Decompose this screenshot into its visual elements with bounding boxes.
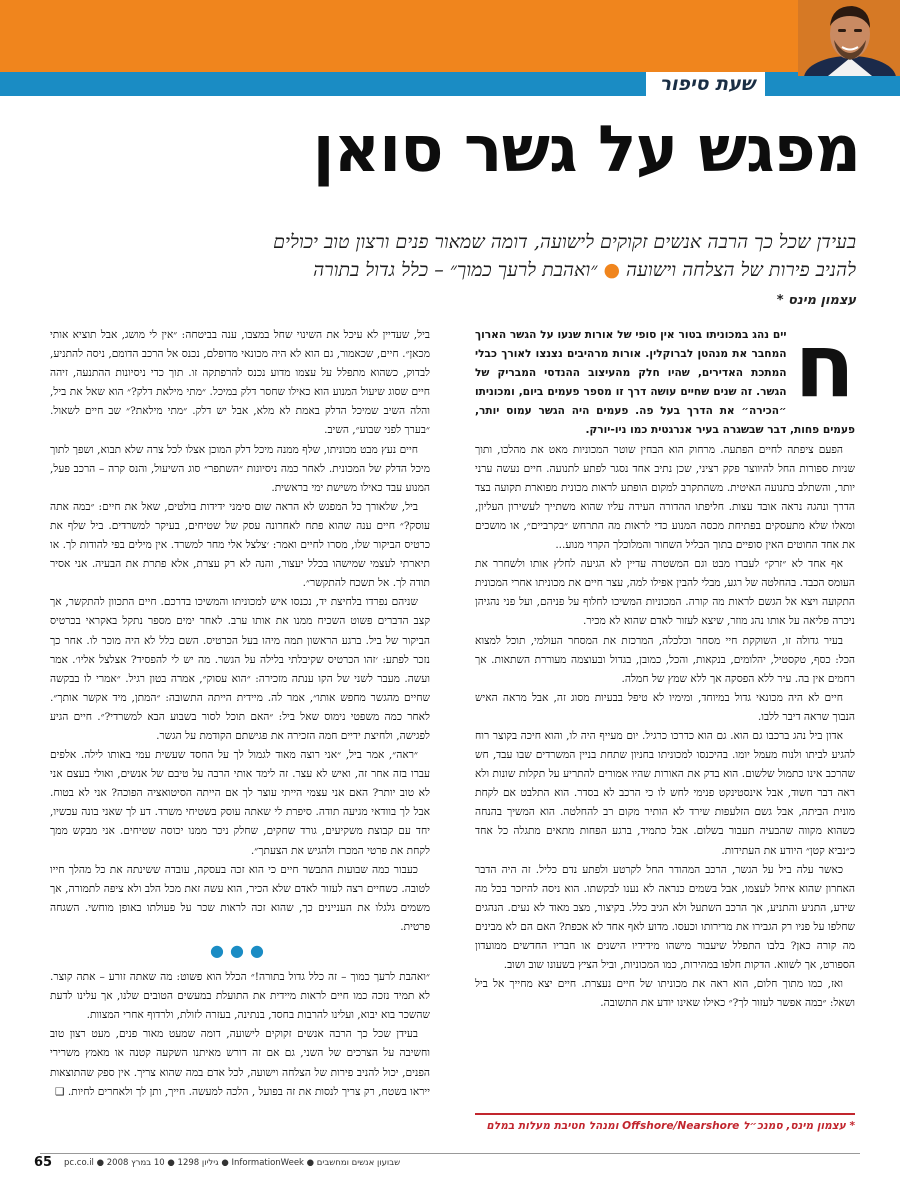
lead-text: יים נהג במכוניתו בטור אין סופי של אורות שנעו על הגשר הארוך המחבר את מנהטן לברוקלין. אורות מרהיבים נצנצו לאורך כבלי המתכת האדירים, שהיו חלק מהעיצוב ההנדסי המבריק של הגשר. זה שנים שחיים עושה דרך זו מספר פעמים ביום, ומכוניתו ״הכירה״ את הדרך בעל פה. פעמים היה הגשר עמוס יותר, פעמים פחות, דבר שבשגרה בעיר אנרגטית כמו ניו-יורק. (475, 329, 855, 437)
body-paragraph: כאשר עלה ביל על הגשר, הרכב המהודר החל לקרטע ולפתע נדם כליל. זה היה הדבר האחרון שהוא איחל לעצמו, אבל בשמים כנראה לא נענו לבקשתו. הוא ניסה להיזכר בכל מה שידע, התניע והתניע, אך הרכב השתעל ולא הגיב כלל. בקיצור, מצב מאוד לא נעים. הנהגים שחלפו על פניו רק הגבירו את מרירותו וכעסו. מדוע לאף אחד לא אכפת? האם הם לא מבינים מה קורה כאן? בלבו התפלל שיעבור מישהו מידידיו הישנים או חבריו החדשים ממועדון הספורט, אך לשווא. הדקות חלפו במהירות, כמו המכוניות, וביל הציץ בשעונו שוב ושוב. (475, 863, 855, 972)
orange-header-band (0, 0, 900, 72)
end-mark-icon: ❑ (55, 1085, 65, 1098)
drop-cap: ח (794, 314, 855, 417)
subtitle-line-2-part-b: ״ואהבת לרעך כמוך״ – כלל גדול בתורה (313, 259, 598, 281)
body-paragraph: אדון ביל נהג ברכבו גם הוא. גם הוא כדרכו כרגיל. יום מעייף היה לו, והוא חיכה בקוצר רוח להגיע לביתו ולנוח מעמל יומו. בהיכנסו למכוניתו בחניון שתחת בניין המשרדים שבו עבד, חש שהרכב אינו כתמול שלשום. הוא בדק את האורות שהיו אמורים להתריע על תקלות שונות ולא ראה דבר חשוד, אבל אינסטינקט פנימי לחש לו כי הרכב לא בסדר. הוא התלבט אם לקחת מונית הביתה, אבל גשם הזלעפות שירד לא הותיר מקום רב להחלטה. הוא המשיך בהנחה כשהוא מקווה שהבעיה תעבור בשלום. אבל כתמיד, ברגע הפחות מתאים מתגלה כל אחד כ״נביא קטן״ היודע את העתידות. (475, 729, 855, 857)
body-paragraph: בעיר גדולה זו, השוקקת חיי מסחר וכלכלה, המרכזת את המסחר העולמי, תוכל למצוא הכל: כסף, טקסטיל, יהלומים, בנקאות, והכל, כמובן, בגדול ובעוצמה מעוררת השתאות. אך רחמים אין בה. עיר ללא הפסקה אך ללא שמץ של חמלה. (475, 634, 855, 685)
body-paragraph: כעבור כמה שבועות התבשר חיים כי הוא זכה בעסקה, עובדה ששינתה את כל מהלך חייו לטובה. כשחיים רצה לעזור לאדם שלא הכיר, הוא עשה זאת מכל הלב ולא ציפה לתמורה, אך משמים גלגלו את העניינים כך, שהוא זכה לראות שכר על פעולתו באופן מוחשי. השגחה פרטית. (50, 863, 430, 933)
body-paragraph: שניהם נפרדו בלחיצת יד, נכנסו איש למכוניתו והמשיכו בדרכם. חיים התכוון להתקשר, אך קצב הדברים פשוט השכיח ממנו את אותו ערב. לאחר ימים מספר נתקל באקראי בכרטיס הביקור של ביל. ברגע הראשון תמה מיהו בעל הכרטיס. השם כלל לא היה מוכר לו. אחר כך נזכר לפתע: ׳זהו הכרטיס שקיבלתי בלילה על הגשר. מה יש לי להפסיד? אצלצל אליו׳. אמר ועשה. מעבר לשני של הקו ענתה מזכירה: ״הוא עסוק״, אמרה בטון רגיל. ״אמרי לו בבקשה שחיים מהגשר מחפש אותו״, אמר לה. מיידית הייתה התשובה: ״המתן, מיד אקשר אותך״. לאחר כמה משפטי נימוס שאל ביל: ״האם תוכל לסור בשבוע הבא למשרדי?״. חיים הגיע לפגישה, ולחיצת ידיים חמה הזכירה את פגישתם הקודמת על הגשר. (50, 596, 430, 742)
article-column-left (50, 326, 430, 1102)
article-column-right (475, 314, 855, 1013)
subtitle-line-2-part-a: להניב פירות של הצלחה וישועה (626, 259, 856, 281)
subtitle-line-2 (46, 256, 856, 284)
footer-rule (40, 1153, 860, 1154)
author-note: * עצמון מינס, סמנכ״ל Offshore/Nearshore ומנהל חטיבת מעלות במלם (486, 1120, 855, 1132)
lead-paragraph (475, 314, 855, 441)
bullet-dot-icon: ● (603, 259, 621, 281)
article-subtitle (46, 228, 856, 284)
author-photo (798, 0, 900, 76)
section-break-dots: ●●● (210, 941, 270, 960)
closing-text: בעידן שכל כך הרבה אנשים זקוקים לישועה, דומה שמעט מאור פנים, מעט רצון טוב וחשיבה על הצרכים של השני, גם אם זה דורש מאיתנו השקעה קטנה או מאמץ משרירי הפנים, יכול להניב פירות של הצלחה וישועה, לכל אדם במה שהוא צריך. אין ספק שהתוצאות ייראו בשטח, רק צריך לנסות את זה בפועל , הלכה למעשה. חייך, ותן לך ולאחרים לחיות. (50, 1028, 430, 1098)
body-paragraph: חיים נעץ מבט מכוניתו, שלף ממנה מיכל דלק המוכן אצלו לכל צרה שלא תבוא, ושפך לתוך מיכל הדלק של המכונית. לאחר כמה ניסיונות ״השתפר״ סוג השיעול, והנס קרה – הרכב פעל, המנוע עבד כאילו משישת ימי בראשית. (50, 443, 430, 494)
body-paragraph: ביל, שעדיין לא עיכל את השינוי שחל במצבו, ענה בביטחה: ״אין לי מושג, אבל תוציא אותי מכאן״. חיים, שכאמור, גם הוא לא היה מכונאי מדופלם, נכנס אל הרכב הדומם, ניסה להתניע, לבדוק, כשהוא מתפלל על עצמו מדוע נכנס להרפתקה זו. תוך כדי ניסיונות ההתנעה, זיהה חיים שסוג שיעול המנוע הוא כאילו שחסר דלק במיכל. ״מתי מילאת דלק?״ הוא שאל את ביל, והלה השיב שמיכל הדלק באמת לא מלא, אבל יש דלק. ״מתי מילאת?״ שב חיים לשאול. ״בערך לפני שבוע״, השיב. (50, 329, 430, 437)
blue-header-band (0, 72, 900, 96)
byline: עצמון מינס * (776, 293, 856, 308)
author-note-rule (475, 1113, 855, 1115)
page-number: 65 (34, 1155, 53, 1170)
section-label: שעת סיפור (646, 72, 765, 96)
footer-text: pc.co.il ● גיליון 1298 ● 10 במרץ 2008 ● InformationWeek ● שבועון אנשים ומחשבים (64, 1158, 401, 1168)
article-title: מפגש על גשר סואן (312, 113, 860, 187)
closing-paragraph (50, 1025, 430, 1101)
body-paragraph: חיים לא היה מכונאי גדול במיוחד, ומימיו לא טיפל בבעיות מסוג זה, אבל מראה האיש הנבוך שראה דיבר ללבו. (475, 691, 855, 723)
body-paragraph: ואז, כמו מתוך חלום, הוא ראה את מכוניתו של חיים נעצרת. חיים יצא מחייך אל ביל ושאל: ״במה אפשר לעזור לך?״ כאילו שאינו יודע את התשובה. (475, 978, 855, 1010)
closing-paragraph: ״ואהבת לרעך כמוך – זה כלל גדול בתורה!״ הכלל הוא פשוט: מה שאתה זורע – אתה קוצר. לא תמיד נזכה כמו חיים לראות מיידית את התועלת במעשים הטובים שלנו, אך עלינו לדעת שהשכר בוא יבוא, ועלינו להרבות בחסד, בנתינה, בעזרה לזולת, ולרדוף אחרי המצוות. (50, 971, 430, 1022)
body-paragraph: אף אחד לא ״זרק״ לעברו מבט וגם המשטרה עדיין לא הגיעה לחלץ אותו ולשחרר את העומס הכבד. בהחלטה של רגע, מבלי להבין אפילו למה, עצר חיים את מכוניתו אחרי המכונית התקועה ויצא אל הגשם לראות מה קורה. המכוניות המשיכו לחלוף על פניהם, ועל פני נהגיהן ניכרה פליאה על אותו נהג מוזר, שיצא לעזור לאדם שהוא לא מכיר. (475, 558, 855, 628)
body-paragraph: הפעם ציפתה לחיים הפתעה. מרחוק הוא הבחין שוטר המכוניות מאט את מהלכו, ותוך שניות ספורות החל להיווצר פקק רציני, שכן נתיב אחד נסגר לפתע לתנועה. חיים נעשה ערני יותר, והשתלב בתנועה האיטית. משהתקרב למקום הופתע לראות מכונית מפוארת תקועה בצד הדרך ונהגה נראה אובד עצות. חליפתו ההדורה העידה עליו שהוא משתייך לעשירון העליון, ומאלו שלא מתעסקים בפתיחת מכסה המנוע כדי לראות מה התרחש ״בקרביים״, או מושכים את אחד החוטים האין סופיים בתוך הבליל השחור והמלוכלך הקרוי מנוע... (475, 443, 855, 552)
body-paragraph: ביל, שלאורך כל המפגש לא הראה שום סימני ידידות בולטים, שאל את חיים: ״במה אתה עוסק?״ חיים ענה שהוא פתח לאחרונה עסק של שטיחים, בעיקר למשרדים. ביל שלף את כרטיס הביקור שלו, מסרו לחיים ואמר: ׳צלצל אלי מחר למשרד. אין מילים בפי להודות לך. או תיארתי לעצמי שמישהו בכלל יעצור, והנה לא רק עצרת, אלא פתרת את הבעיה. אני אסיר תודה לך. אל תשכח להתקשר״. (50, 500, 430, 590)
body-paragraph: ״ראה״, אמר ביל, ״אני רוצה מאוד לגמול לך על החסד שעשית עמי באותו לילה. אלפים עברו בזה אחר זה, ואיש לא עצר. זה לימד אותי הרבה על טיבם של אנשים, ואולי בעצם אני לא טוב יותר? האם אני עצמי הייתי עוצר לך אם הייתה הסיטואציה הפוכה? אני לא בטוח. אבל לך בוודאי מגיעה תודה. סיפרת לי שאתה עוסק בשטיחי משרד. דע לך שאני בונה עכשיו, יחד עם קבוצת משקיעים, גורד שחקים, שחלק ניכר ממנו יכוסה שטיחים. אני מבקש ממך לקחת את פרטי המכרז ולהגיש את הצעתך״. (50, 749, 430, 857)
subtitle-line-1: בעידן שכל כך הרבה אנשים זקוקים לישועה, דומה שמאור פנים ורצון טוב יכולים (273, 231, 856, 253)
